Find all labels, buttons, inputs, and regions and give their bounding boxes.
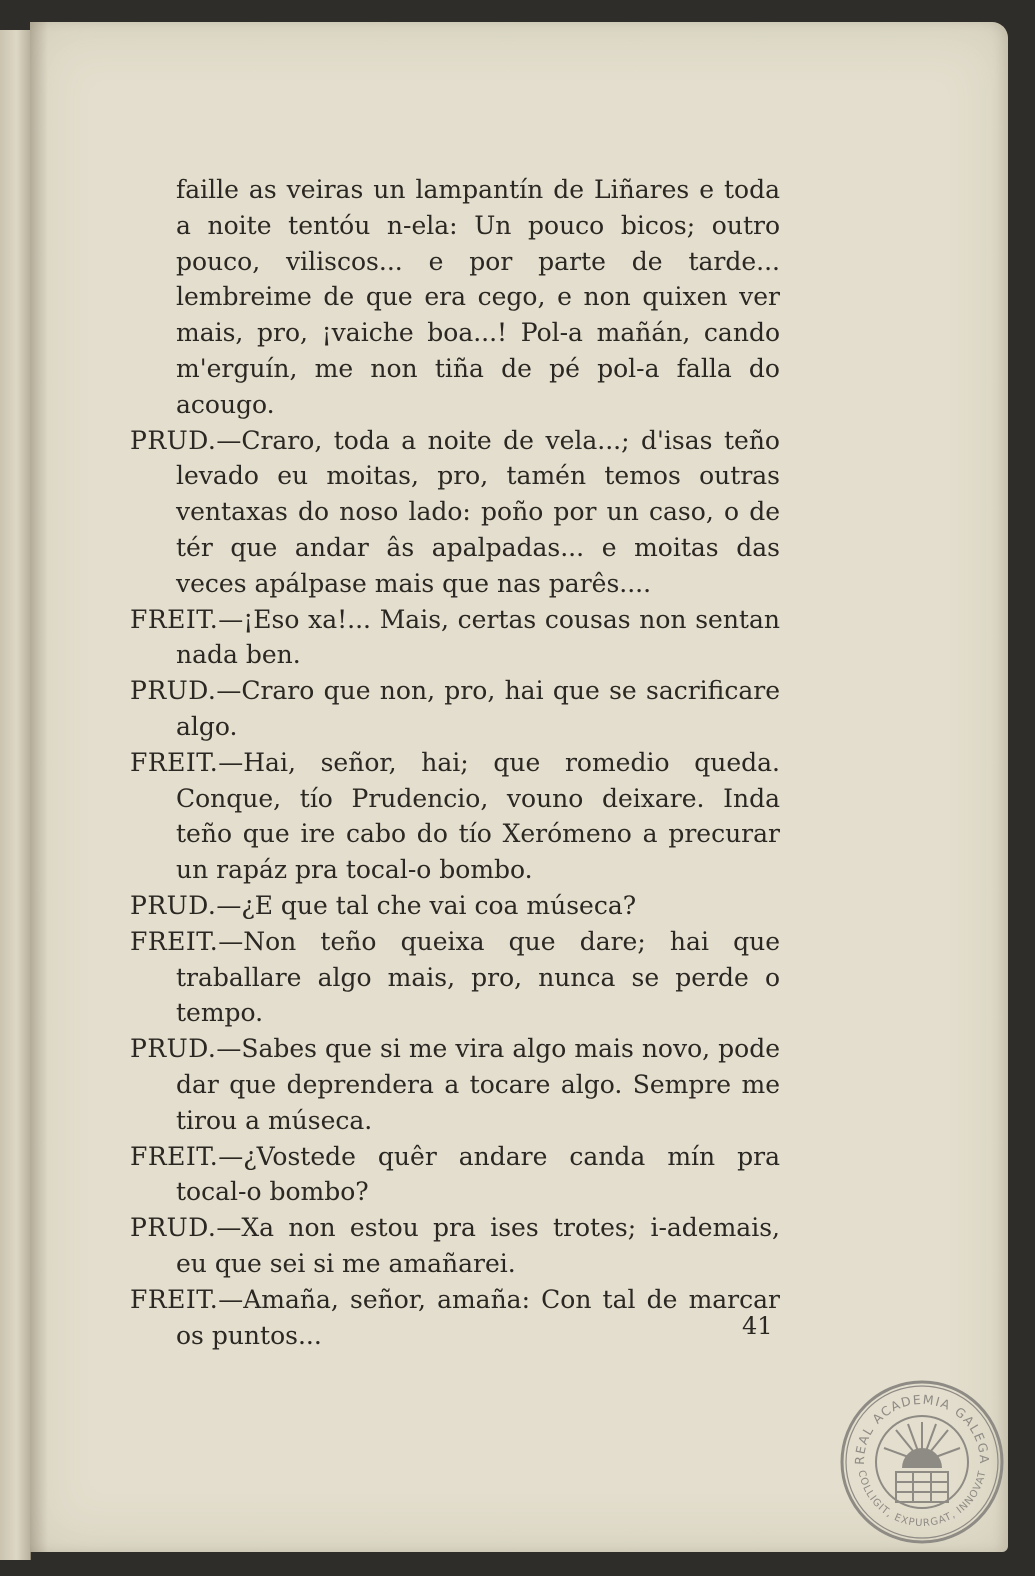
dialogue-text: —Xa non estou pra ises trotes; i-ademais, eu que sei si me amañarei. bbox=[176, 1213, 780, 1278]
dialogue-paragraph bbox=[130, 1031, 780, 1138]
page-number: 41 bbox=[742, 1312, 773, 1340]
speaker-name: FREIT. bbox=[130, 604, 219, 634]
academy-seal-stamp bbox=[838, 1378, 1006, 1546]
dialogue-paragraph bbox=[130, 602, 780, 674]
speaker-name: FREIT. bbox=[130, 926, 219, 956]
gutter-shadow bbox=[30, 22, 48, 1552]
speaker-name: PRUD. bbox=[130, 1034, 217, 1064]
dialogue-text: faille as veiras un lampantín de Liñares e toda a noite tentóu n-ela: Un pouco bicos; outro pouco, viliscos... e por parte de tarde... lembreime de que era cego, e non quixen ver mais, pro, ¡vaiche boa...! Pol-a mañán, cando m'erguín, me non tiña de pé pol-a falla do acougo. bbox=[176, 175, 780, 419]
speaker-name: PRUD. bbox=[130, 890, 217, 920]
dialogue-text: —Craro, toda a noite de vela...; d'isas teño levado eu moitas, pro, tamén temos outras ventaxas do noso lado: poño por un caso, o de tér que andar âs apalpadas... e moitas das veces apálpase mais que nas parês.... bbox=[176, 425, 780, 598]
dialogue-paragraph bbox=[130, 172, 780, 423]
dialogue-paragraph bbox=[130, 745, 780, 888]
dialogue-text: —¿E que tal che vai coa múseca? bbox=[216, 890, 637, 920]
seal-bottom-text: COLLIGIT, EXPURGAT, INNOVAT bbox=[855, 1469, 989, 1530]
svg-text:COLLIGIT, EXPURGAT, INNOVAT bbox=[856, 1469, 989, 1529]
speaker-name: FREIT. bbox=[130, 1284, 219, 1314]
dialogue-text: —Non teño queixa que dare; hai que traballare algo mais, pro, nunca se perde o tempo. bbox=[176, 926, 780, 1028]
dialogue-paragraph bbox=[130, 1282, 780, 1354]
previous-page-edge bbox=[0, 30, 31, 1560]
dialogue-text: —¡Eso xa!... Mais, certas cousas non sentan nada ben. bbox=[176, 604, 780, 670]
dialogue-text: —Hai, señor, hai; que romedio queda. Conque, tío Prudencio, vouno deixare. Inda teño que ire cabo do tío Xerómeno a precurar un rapáz pra tocal-o bombo. bbox=[176, 747, 780, 885]
dialogue-paragraph bbox=[130, 924, 780, 1031]
dialogue-paragraph bbox=[130, 673, 780, 745]
speaker-name: PRUD. bbox=[130, 425, 217, 455]
page-sheet bbox=[30, 22, 1008, 1552]
castle-icon bbox=[896, 1472, 948, 1502]
speaker-name: PRUD. bbox=[130, 1213, 217, 1243]
speaker-name: FREIT. bbox=[130, 1141, 219, 1171]
dialogue-text: —¿Vostede quêr andare canda mín pra tocal-o bombo? bbox=[176, 1141, 780, 1207]
dialogue-text: —Craro que non, pro, hai que se sacrificare algo. bbox=[176, 676, 780, 741]
page-text-block bbox=[130, 172, 780, 1353]
dialogue-paragraph bbox=[130, 1210, 780, 1282]
speaker-name: PRUD. bbox=[130, 676, 217, 706]
dialogue-paragraph bbox=[130, 888, 780, 924]
dialogue-text: —Sabes que si me vira algo mais novo, pode dar que deprendera a tocare algo. Sempre me tirou a múseca. bbox=[176, 1034, 780, 1135]
seal-top-text: REAL ACADEMIA GALEGA bbox=[851, 1391, 993, 1466]
dialogue-paragraph bbox=[130, 423, 780, 602]
dialogue-text: —Amaña, señor, amaña: Con tal de marcar os puntos... bbox=[176, 1284, 780, 1350]
speaker-name: FREIT. bbox=[130, 747, 219, 777]
dialogue-paragraph bbox=[130, 1139, 780, 1211]
